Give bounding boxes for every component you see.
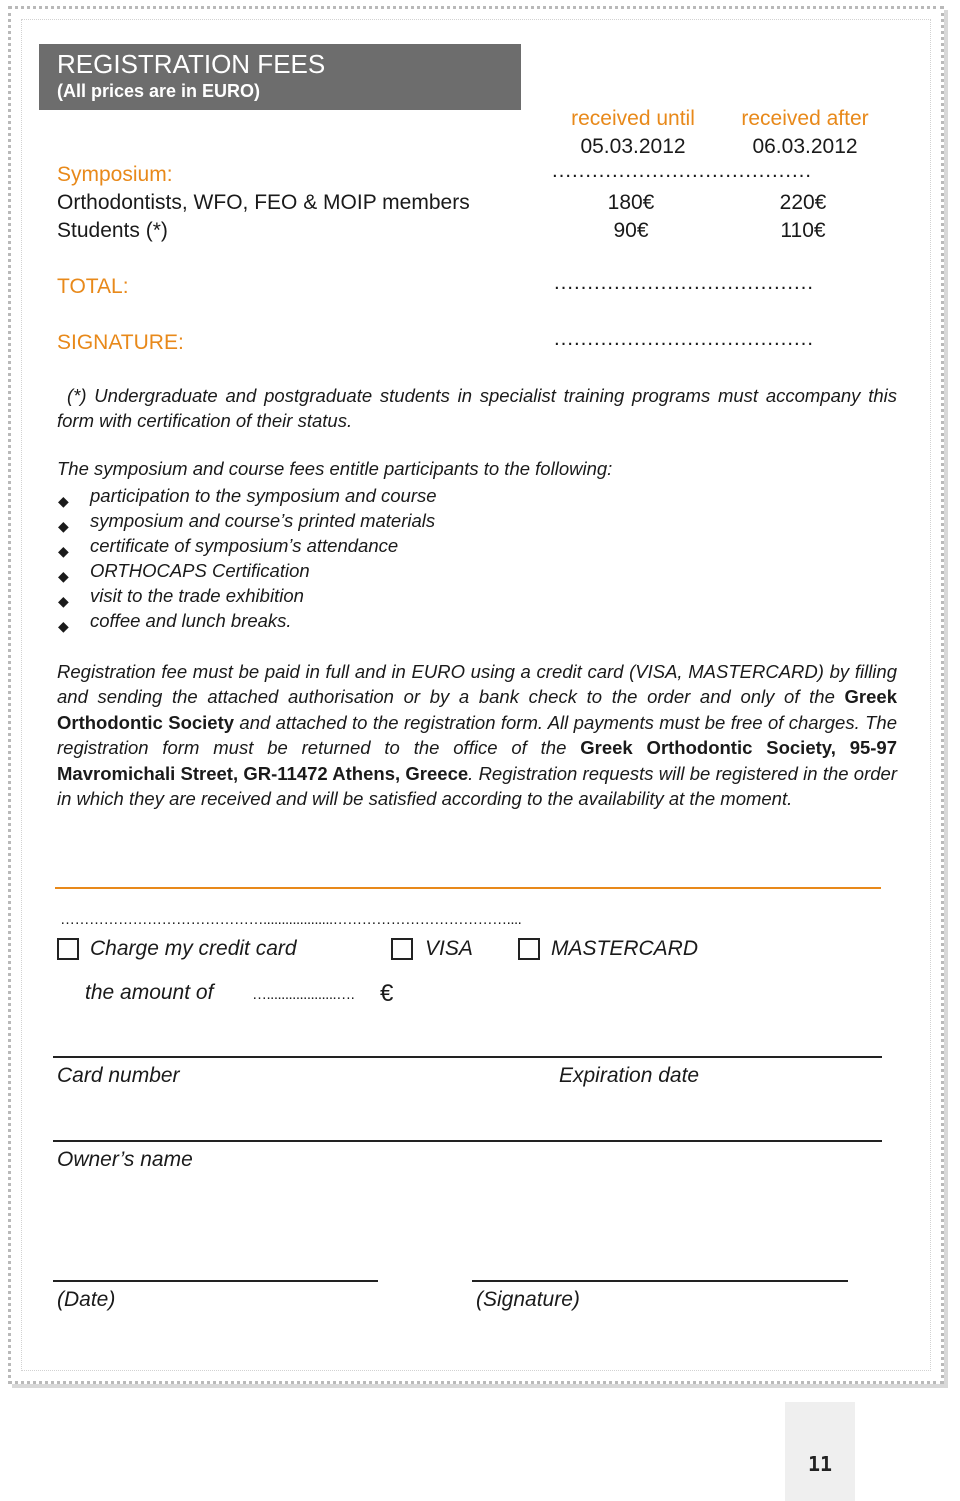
signature-line[interactable] bbox=[472, 1280, 848, 1282]
registration-instructions bbox=[57, 659, 897, 811]
reg-text-part: . Registration requests will be registered in the order in which they are received and will be satisfied according to the availability at the moment. bbox=[57, 762, 897, 810]
signature-field-label: (Signature) bbox=[476, 1288, 580, 1311]
col-until-label: received until bbox=[571, 107, 695, 130]
col-after-label: received after bbox=[741, 107, 869, 130]
date-line[interactable] bbox=[53, 1280, 378, 1282]
owner-name-line[interactable] bbox=[53, 1140, 882, 1142]
mastercard-checkbox[interactable] bbox=[518, 938, 540, 960]
benefits-intro: The symposium and course fees entitle participants to the following: bbox=[57, 458, 613, 479]
list-item-text: symposium and course’s printed materials bbox=[90, 510, 436, 531]
list-item-text: coffee and lunch breaks. bbox=[90, 610, 292, 631]
list-item bbox=[57, 508, 437, 533]
charge-card-label: Charge my credit card bbox=[90, 937, 297, 960]
list-item bbox=[57, 608, 437, 633]
list-item bbox=[57, 583, 437, 608]
total-label: TOTAL: bbox=[57, 275, 129, 298]
list-item bbox=[57, 533, 437, 558]
amount-label: the amount of bbox=[85, 981, 214, 1004]
date-label: (Date) bbox=[57, 1288, 116, 1311]
diamond-bullet-icon: ◆ bbox=[58, 568, 69, 584]
orange-divider bbox=[55, 887, 881, 889]
fee-row-students-until: 90€ bbox=[613, 219, 649, 242]
list-item-text: visit to the trade exhibition bbox=[90, 585, 304, 606]
symposium-dots: ………………………………… bbox=[551, 159, 811, 182]
visa-label: VISA bbox=[425, 937, 473, 960]
benefits-list bbox=[57, 483, 437, 633]
diamond-bullet-icon: ◆ bbox=[58, 618, 69, 634]
students-note bbox=[57, 383, 897, 433]
students-note-text: (*) Undergraduate and postgraduate students in specialist training programs must accompany this form with certification of their status. bbox=[57, 385, 897, 431]
reg-text-part: and attached to the registration form. All payments must be free of charges. The registration form must be returned to the office of the bbox=[57, 711, 897, 759]
diamond-bullet-icon: ◆ bbox=[58, 518, 69, 534]
mastercard-label: MASTERCARD bbox=[551, 937, 699, 960]
amount-field[interactable]: …...................…. bbox=[252, 986, 355, 1003]
card-number-label: Card number bbox=[57, 1064, 180, 1087]
symposium-label: Symposium: bbox=[57, 163, 173, 186]
reg-text-part: Registration fee must be paid in full and in EURO using a credit card (VISA, MASTERCARD) by filling and sending the attached authorisation or by a bank check to the order and only of the bbox=[57, 661, 897, 708]
list-item-text: certificate of symposium’s attendance bbox=[90, 535, 399, 556]
page-number: 11 bbox=[807, 1452, 833, 1476]
col-until-date: 05.03.2012 bbox=[580, 135, 686, 158]
charge-card-checkbox[interactable] bbox=[57, 938, 79, 960]
reg-org-name: Greek Orthodontic Society bbox=[57, 686, 897, 733]
signature-dots: ………………………………… bbox=[553, 327, 813, 350]
fee-row-students-label: Students (*) bbox=[57, 219, 168, 242]
visa-checkbox[interactable] bbox=[391, 938, 413, 960]
list-item bbox=[57, 483, 437, 508]
list-item-text: ORTHOCAPS Certification bbox=[90, 560, 310, 581]
list-item bbox=[57, 558, 437, 583]
signature-label: SIGNATURE: bbox=[57, 331, 184, 354]
payment-dots-line: ……………………………………...................……………………………….... bbox=[60, 911, 522, 928]
registration-fees-header bbox=[39, 44, 521, 110]
owner-name-label: Owner’s name bbox=[57, 1148, 193, 1171]
page-number-tab bbox=[785, 1402, 855, 1501]
diamond-bullet-icon: ◆ bbox=[58, 593, 69, 609]
expiration-label: Expiration date bbox=[559, 1064, 700, 1087]
reg-org-address: Greek Orthodontic Society, 95-97 Mavromichali Street, GR-11472 Athens, Greece bbox=[57, 737, 898, 784]
total-dots: ………………………………… bbox=[553, 271, 813, 294]
header-title: REGISTRATION FEES bbox=[57, 49, 326, 79]
fee-row-students-after: 110€ bbox=[780, 219, 826, 242]
diamond-bullet-icon: ◆ bbox=[58, 493, 69, 509]
fee-row-members-after: 220€ bbox=[779, 191, 827, 214]
header-subtitle: (All prices are in EURO) bbox=[57, 81, 261, 101]
fee-row-members-until: 180€ bbox=[607, 191, 655, 214]
fee-row-members-label: Orthodontists, WFO, FEO & MOIP members bbox=[57, 191, 470, 214]
list-item-text: participation to the symposium and course bbox=[90, 485, 437, 506]
euro-icon: € bbox=[380, 980, 394, 1007]
col-after-date: 06.03.2012 bbox=[752, 135, 858, 158]
diamond-bullet-icon: ◆ bbox=[58, 543, 69, 559]
card-number-line[interactable] bbox=[53, 1056, 882, 1058]
